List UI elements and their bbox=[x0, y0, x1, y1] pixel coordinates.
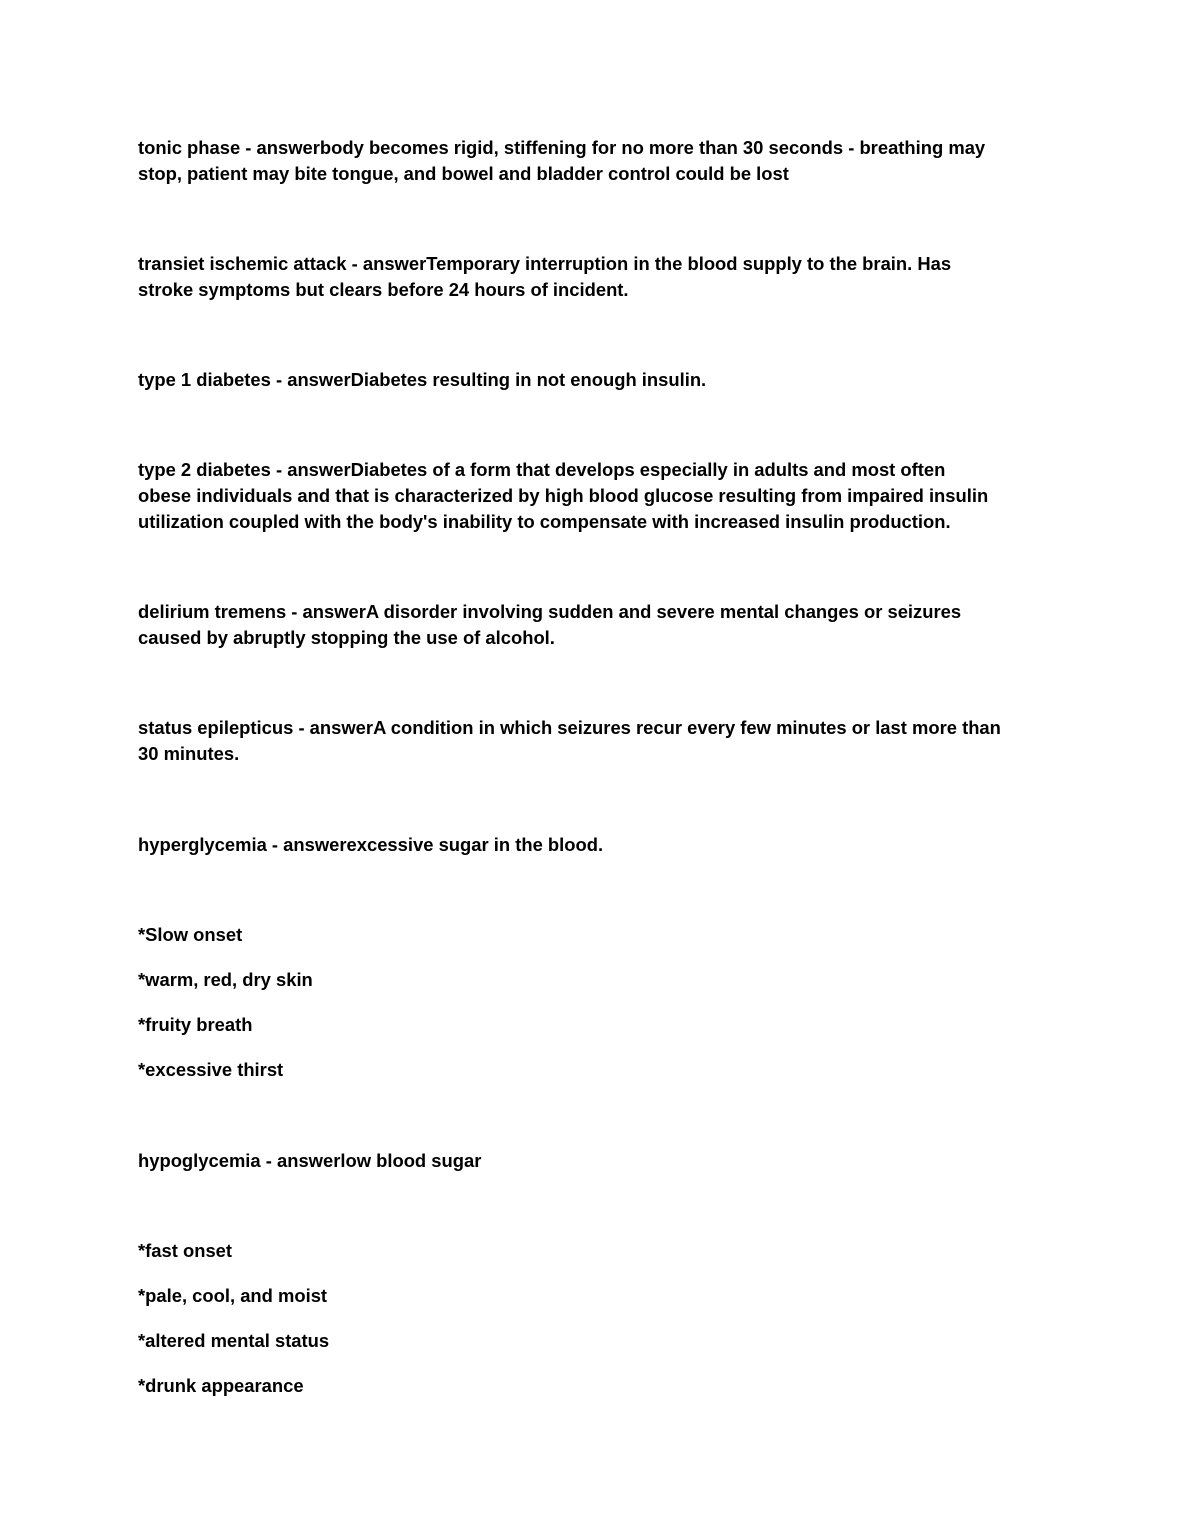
hypoglycemia-sign: *pale, cool, and moist bbox=[138, 1285, 328, 1306]
entry-status-epilepticus bbox=[138, 715, 1058, 767]
entry-line: type 2 diabetes - answerDiabetes of a form that develops especially in adults and most often bbox=[138, 459, 946, 480]
hypoglycemia-sign: *altered mental status bbox=[138, 1330, 330, 1351]
entry-hypoglycemia: hypoglycemia - answerlow blood sugar bbox=[138, 1150, 482, 1171]
entry-tonic-phase bbox=[138, 135, 1058, 187]
hyperglycemia-sign: *Slow onset bbox=[138, 924, 243, 945]
entry-line: stop, patient may bite tongue, and bowel and bladder control could be lost bbox=[138, 162, 789, 184]
hyperglycemia-sign: *excessive thirst bbox=[138, 1059, 284, 1080]
entry-line: stroke symptoms but clears before 24 hours of incident. bbox=[138, 278, 629, 300]
entry-line: tonic phase - answerbody becomes rigid, stiffening for no more than 30 seconds - breathing may bbox=[138, 137, 986, 158]
entry-line: status epilepticus - answerA condition in which seizures recur every few minutes or last more than bbox=[138, 717, 1001, 738]
entry-line: caused by abruptly stopping the use of alcohol. bbox=[138, 626, 555, 648]
entry-delirium-tremens bbox=[138, 599, 1058, 651]
hyperglycemia-sign: *fruity breath bbox=[138, 1014, 253, 1035]
entry-type-1-diabetes bbox=[138, 367, 1058, 393]
entry-line: obese individuals and that is characterized by high blood glucose resulting from impaired insulin bbox=[138, 484, 989, 506]
entry-line: hyperglycemia - answerexcessive sugar in the blood. bbox=[138, 834, 604, 855]
hyperglycemia-sign: *warm, red, dry skin bbox=[138, 969, 313, 990]
hypoglycemia-sign: *drunk appearance bbox=[138, 1375, 304, 1396]
entry-hyperglycemia bbox=[138, 832, 1058, 858]
entry-transient-ischemic-attack bbox=[138, 251, 1058, 303]
entry-line: transiet ischemic attack - answerTemporary interruption in the blood supply to the brain. Has bbox=[138, 253, 952, 274]
entry-line: type 1 diabetes - answerDiabetes resulting in not enough insulin. bbox=[138, 369, 707, 390]
hypoglycemia-sign: *fast onset bbox=[138, 1240, 233, 1261]
entry-type-2-diabetes bbox=[138, 457, 1058, 534]
entry-line: 30 minutes. bbox=[138, 742, 240, 764]
entry-line: delirium tremens - answerA disorder involving sudden and severe mental changes or seizures bbox=[138, 601, 962, 622]
entry-line: utilization coupled with the body's inability to compensate with increased insulin production. bbox=[138, 510, 951, 532]
